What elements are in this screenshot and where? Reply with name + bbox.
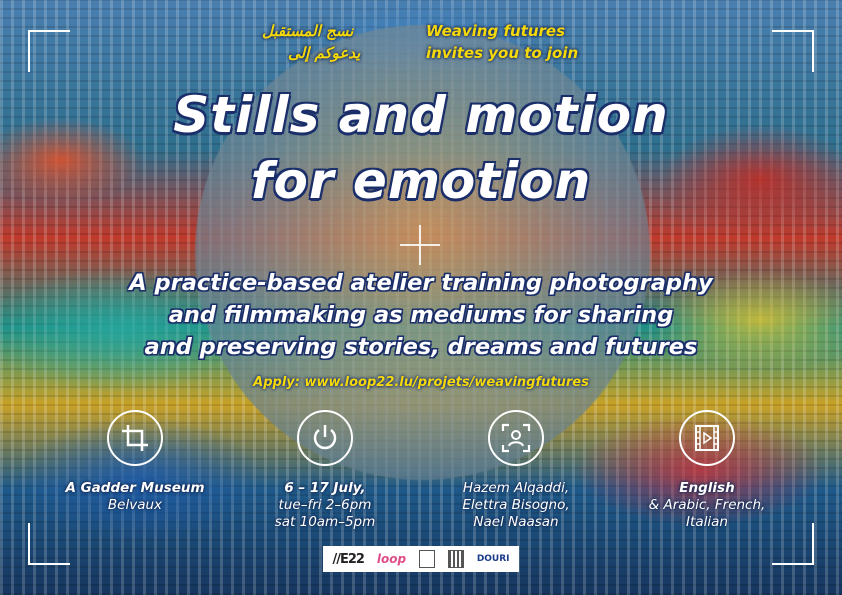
power-icon: [297, 410, 353, 466]
saturday-hours: sat 10am–5pm: [274, 514, 376, 530]
arabic-project-name: نسج المستقبل: [262, 22, 354, 40]
e22-logo: //E22: [332, 551, 364, 567]
description-line-2: and filmmaking as mediums for sharing: [168, 302, 674, 328]
corner-mark-top-left: [28, 30, 70, 72]
info-languages: [622, 410, 792, 531]
film-icon: [679, 410, 735, 466]
facilitator-3: Nael Naasan: [473, 514, 559, 530]
facilitator-2: Elettra Bisogno,: [462, 497, 570, 513]
dates-range: 6 – 17 July,: [284, 480, 366, 496]
english-invite: invites you to join: [426, 44, 579, 62]
apply-line: [0, 375, 842, 390]
partner-logo: [448, 550, 464, 568]
corner-mark-top-right: [772, 30, 814, 72]
primary-language: English: [679, 480, 735, 496]
corner-mark-bottom-left: [28, 523, 70, 565]
other-languages: & Arabic, French,: [648, 497, 766, 513]
info-facilitators: [431, 410, 601, 531]
partner-logos: [323, 546, 519, 572]
crosshair-icon: [400, 225, 440, 265]
weekday-hours: tue–fri 2–6pm: [278, 497, 372, 513]
portrait-icon: [488, 410, 544, 466]
other-languages-cont: Italian: [686, 514, 728, 530]
english-project-name: Weaving futures: [426, 22, 565, 40]
facilitator-1: Hazem Alqaddi,: [462, 480, 570, 496]
arabic-invite: يدعوكم إلى: [288, 44, 361, 62]
description-line-3: and preserving stories, dreams and futures: [144, 334, 698, 360]
crop-icon: [107, 410, 163, 466]
info-dates: [240, 410, 410, 531]
info-venue: [50, 410, 220, 514]
museum-logo: [419, 550, 435, 568]
apply-label: Apply:: [253, 375, 300, 390]
description-line-1: A practice-based atelier training photography: [129, 270, 713, 296]
douri-logo: DOURI: [476, 554, 510, 564]
title-line-1: Stills and motion: [173, 86, 669, 144]
title-line-2: for emotion: [250, 152, 592, 210]
apply-url[interactable]: www.loop22.lu/projets/weavingfutures: [304, 375, 589, 390]
venue-name: A Gadder Museum: [65, 480, 205, 496]
venue-location: Belvaux: [107, 497, 163, 513]
loop-logo: loop: [376, 552, 407, 566]
